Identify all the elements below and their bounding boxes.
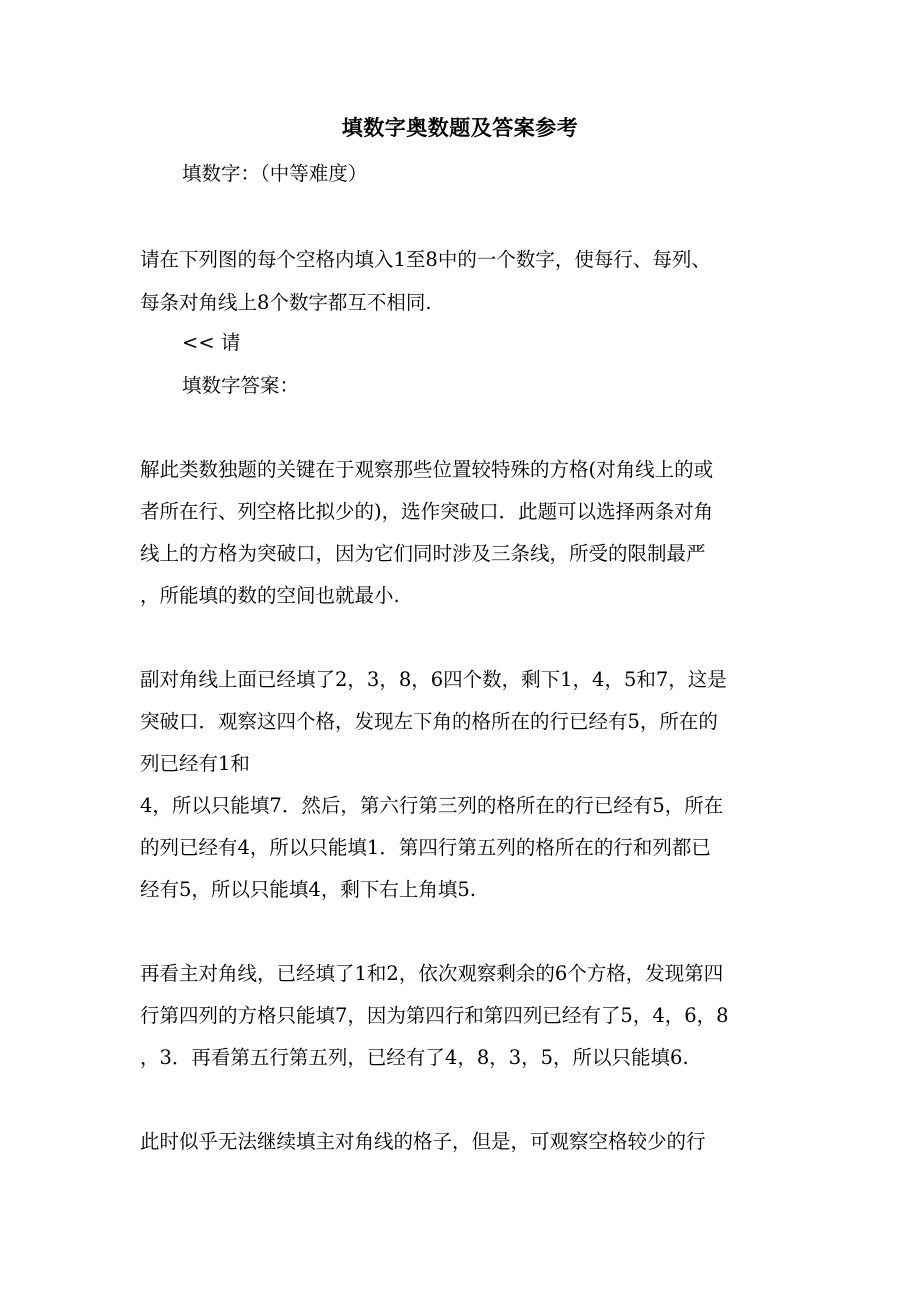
prompt-line: << 请 [182,331,241,354]
paragraph-1-line-4: ，所能填的数的空间也就最小. [140,584,400,607]
paragraph-4-line-1: 此时似乎无法继续填主对角线的格子，但是，可观察空格较少的行 [140,1130,706,1153]
paragraph-2-line-4: 4，所以只能填7．然后，第六行第三列的格所在的行已经有5，所在 [140,794,724,817]
paragraph-2-line-1: 副对角线上面已经填了2，3，8，6四个数，剩下1，4，5和7，这是 [140,668,727,691]
question-line-1: 请在下列图的每个空格内填入1至8中的一个数字，使每行、每列、 [140,248,711,271]
question-line-2: 每条对角线上8个数字都互不相同. [140,291,432,314]
paragraph-1-line-1: 解此类数独题的关键在于观察那些位置较特殊的方格(对角线上的或 [140,458,714,481]
paragraph-2-line-5: 的列已经有4，所以只能填1．第四行第五列的格所在的行和列都已 [140,836,711,859]
paragraph-1-line-3: 线上的方格为突破口，因为它们同时涉及三条线，所受的限制最严 [140,542,706,565]
answer-heading: 填数字答案： [182,374,300,397]
paragraph-2-line-3: 列已经有1和 [140,752,250,775]
paragraph-2-line-2: 突破口．观察这四个格，发现左下角的格所在的行已经有5，所在的 [140,710,718,733]
paragraph-2-line-6: 经有5，所以只能填4，剩下右上角填5. [140,878,476,901]
difficulty-label: 填数字：（中等难度） [182,162,368,185]
paragraph-3-line-2: 行第四列的方格只能填7，因为第四行和第四列已经有了5，4，6，8 [140,1004,729,1027]
page-title: 填数字奥数题及答案参考 [341,115,579,140]
paragraph-1-line-2: 者所在行、列空格比拟少的)，选作突破口．此题可以选择两条对角 [140,500,714,523]
paragraph-3-line-3: ，3．再看第五行第五列，已经有了4，8，3，5，所以只能填6. [140,1046,689,1069]
paragraph-3-line-1: 再看主对角线，已经填了1和2，依次观察剩余的6个方格，发现第四 [140,962,724,985]
